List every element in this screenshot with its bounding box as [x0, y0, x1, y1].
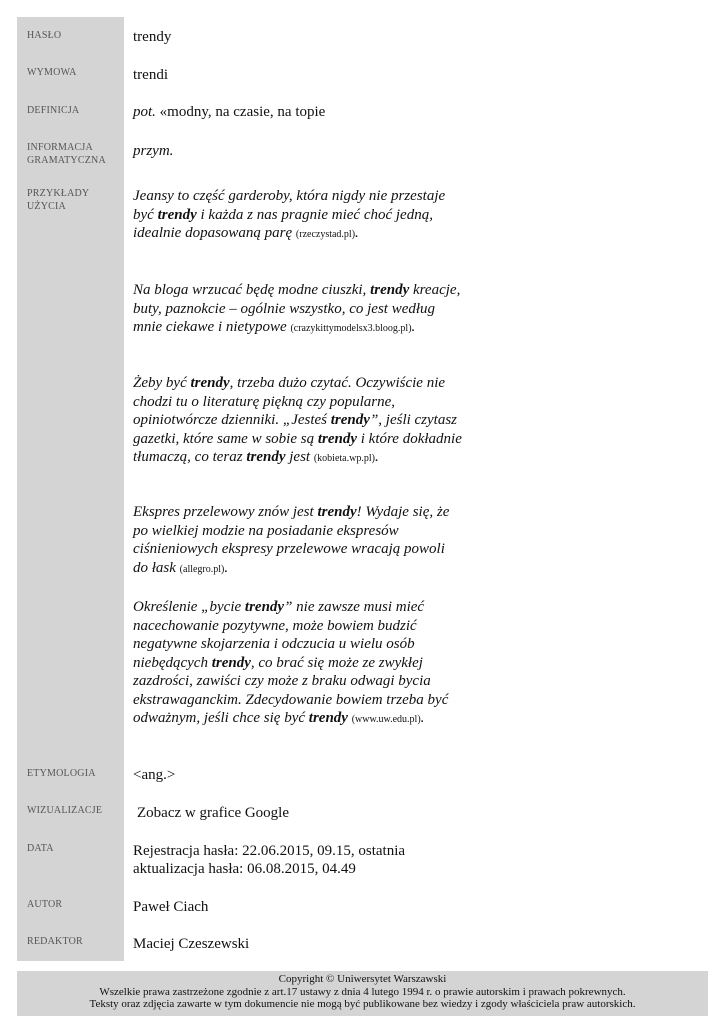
registration-date: Rejestracja hasła: 22.06.2015, 09.15, ostatnia	[133, 843, 406, 859]
label-informacja-line1: INFORMACJA	[27, 142, 93, 153]
example-2	[133, 281, 463, 339]
highlighted-term: trendy	[317, 504, 357, 520]
label-przyklady-uzycia	[27, 187, 89, 213]
example-text: i każda z nas pragnie mieć choć jedną, idealnie dopasowaną parę	[133, 206, 433, 241]
highlighted-term: trendy	[308, 710, 348, 726]
example-text: kreacje, buty, paznokcie – ogólnie wszystko, co jest według mnie ciekawe i nietypowe	[133, 282, 461, 335]
highlighted-term: trendy	[370, 282, 410, 298]
google-images-link[interactable]: Zobacz w grafice Google	[137, 805, 290, 821]
editor-name: Maciej Czeszewski	[133, 936, 250, 952]
example-text: .	[224, 559, 229, 576]
example-source: (rzeczystad.pl)	[295, 229, 356, 240]
label-definicja: DEFINICJA	[27, 105, 80, 116]
example-text: , co brać się może ze zwykłej zazdrości, zawiści czy może z braku odwagi bycia ekstrawaganckim. Zdecydowanie bowiem trzeba być odważnym, jeśli chce się być	[133, 654, 449, 726]
example-text: , trzeba dużo czytać. Oczywiście nie chodzi tu o literaturę piękną czy popularne, opiniotwórcze dzienniki. „Jesteś	[133, 375, 446, 428]
dates	[133, 842, 405, 878]
highlighted-term: trendy	[330, 412, 370, 428]
example-3	[133, 374, 463, 469]
example-text: Określenie „bycie	[133, 599, 245, 615]
definition-text: «modny, na czasie, na topie	[159, 104, 326, 120]
footer-rights: Wszelkie prawa zastrzeżone zgodnie z art.17 ustawy z dnia 4 lutego 1994 r. o prawie autorskim i prawach pokrewnych.	[99, 985, 626, 998]
example-text: Żeby być	[133, 375, 191, 391]
example-text: Jeansy to część garderoby, która nigdy nie przestaje być	[133, 188, 446, 223]
label-autor: AUTOR	[27, 899, 63, 910]
label-haslo: HASŁO	[27, 30, 62, 41]
example-source: (crazykittymodelsx3.bloog.pl)	[290, 323, 412, 334]
author-name: Paweł Ciach	[133, 899, 209, 915]
example-text: .	[374, 449, 379, 465]
example-1	[133, 187, 463, 245]
label-wymowa: WYMOWA	[27, 67, 77, 78]
example-text: jest	[285, 449, 314, 465]
label-etymologia: ETYMOLOGIA	[27, 768, 96, 779]
example-text: i które dokładnie tłumaczą, co teraz	[133, 430, 462, 465]
highlighted-term: trendy	[246, 449, 286, 465]
highlighted-term: trendy	[211, 654, 251, 671]
update-date: aktualizacja hasła: 06.08.2015, 04.49	[133, 861, 356, 877]
example-text: .	[355, 225, 359, 241]
example-text: Ekspres przelewowy znów jest	[133, 504, 318, 520]
headword: trendy	[133, 29, 172, 45]
label-informacja-line2: GRAMATYCZNA	[27, 155, 106, 166]
highlighted-term: trendy	[157, 206, 197, 223]
example-4	[133, 503, 463, 579]
label-redaktor: REDAKTOR	[27, 936, 83, 947]
example-text: ! Wydaje się, że po wielkiej modzie na posiadanie ekspresów ciśnieniowych ekspresy przelewowe wracają powoli do łask	[133, 504, 450, 576]
label-wizualizacje: WIZUALIZACJE	[27, 805, 103, 816]
example-source: (kobieta.wp.pl)	[313, 453, 375, 464]
example-source: (www.uw.edu.pl)	[351, 714, 421, 725]
label-informacja-gramatyczna	[27, 141, 106, 167]
example-text: Na bloga wrzucać będę modne ciuszki,	[133, 282, 371, 298]
copyright-footer	[17, 971, 708, 1016]
example-5	[133, 598, 463, 730]
highlighted-term: trendy	[244, 599, 285, 615]
highlighted-term: trendy	[190, 375, 230, 391]
example-text: .	[420, 710, 425, 726]
footer-copyright: Copyright © Uniwersytet Warszawski	[278, 973, 447, 985]
footer-notice: Teksty oraz zdjęcia zawarte w tym dokumencie nie mogą być publikowane bez wiedzy i zgody właściciela praw autorskich.	[89, 998, 636, 1010]
pronunciation: trendi	[133, 67, 168, 83]
etymology: <ang.>	[133, 767, 176, 783]
label-przyklady-line1: PRZYKŁADY	[27, 188, 90, 199]
label-przyklady-line2: UŻYCIA	[27, 201, 66, 212]
definition	[133, 103, 325, 121]
label-data: DATA	[27, 843, 54, 854]
example-source: (allegro.pl)	[179, 563, 225, 575]
example-text: ” nie zawsze musi mieć nacechowanie pozytywne, może bowiem budzić negatywne skojarzenia i odczucia u wielu osób niebędących	[133, 599, 425, 671]
example-text: .	[411, 319, 416, 335]
example-text: ”, jeśli czytasz gazetki, które same w sobie są	[133, 412, 458, 447]
highlighted-term: trendy	[317, 430, 358, 447]
grammatical-info: przym.	[133, 143, 174, 159]
definition-register: pot.	[133, 104, 156, 120]
